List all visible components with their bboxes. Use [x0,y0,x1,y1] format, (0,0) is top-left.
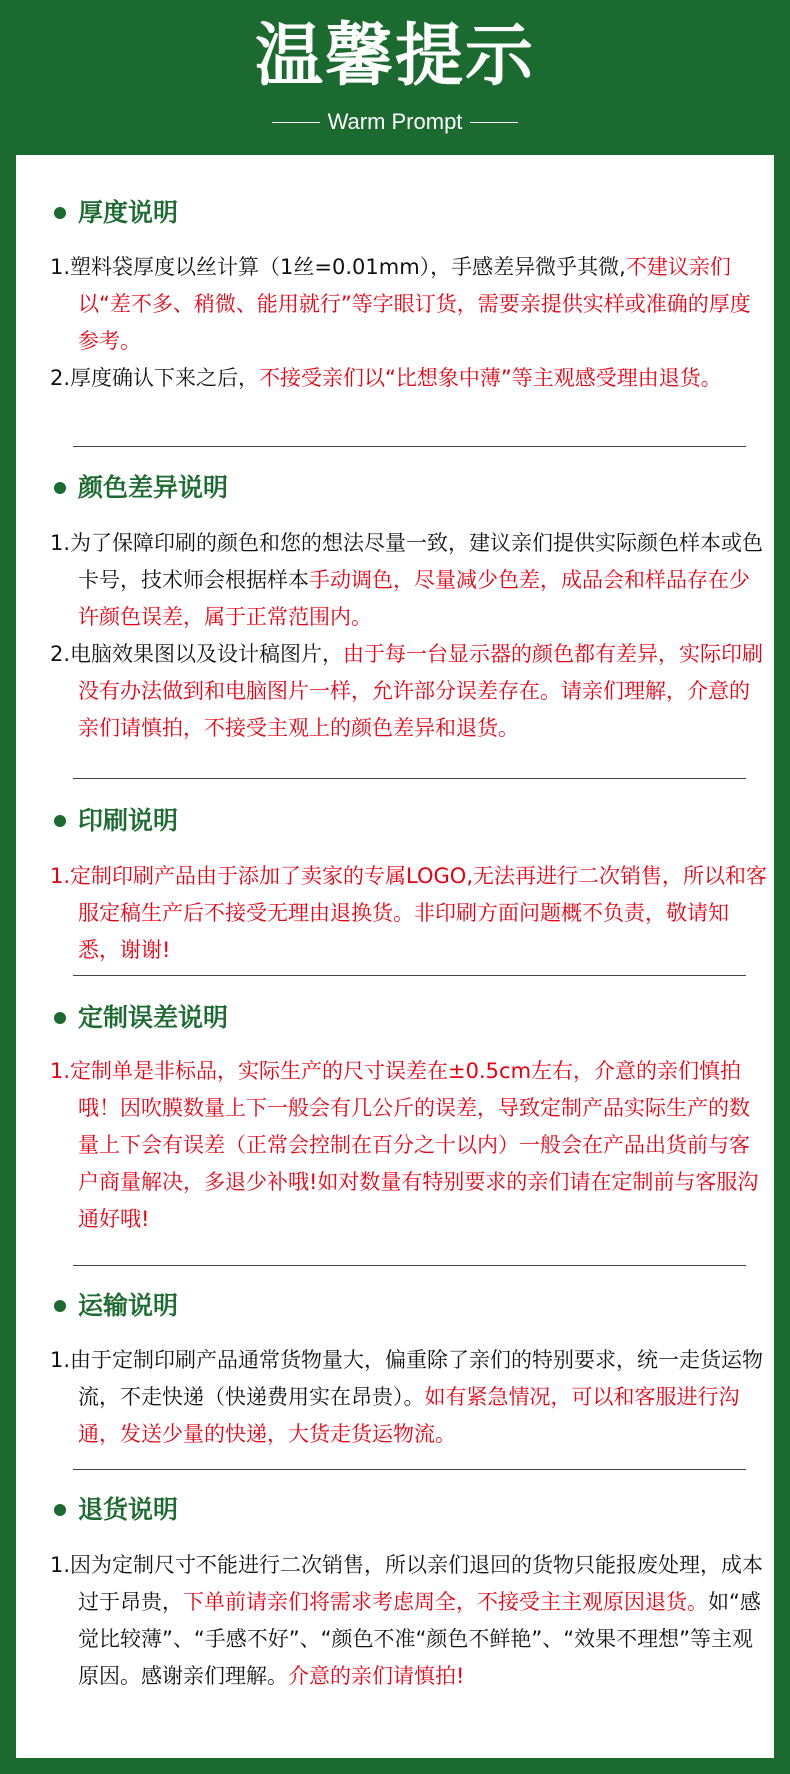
item-text: 1.因为定制尺寸不能进行二次销售，所以亲们退回的货物只能报废处理，成本过于昂贵， [50,1553,764,1614]
item-text-highlight: 如有紧急情况，可以和客服进行沟通，发送少量的快递，大货走货运物流。 [78,1385,740,1446]
section-divider [73,975,746,976]
bullet-dot-icon [54,1504,66,1516]
subtitle-rule-right [470,122,518,123]
item-text: 1.塑料袋厚度以丝计算（1丝=0.01mm），手感差异微乎其微, [50,255,626,279]
item-text: 1.为了保障印刷的颜色和您的想法尽量一致，建议亲们提供实际颜色样本或色卡号，技术师会根据样本 [50,531,764,592]
section-divider [73,1265,746,1266]
item-text-highlight: 不建议亲们以“差不多、稍微、能用就行”等字眼订货，需要亲提供实样或准确的厚度参考。 [78,255,751,353]
list-item [50,525,770,636]
section-title: 颜色差异说明 [78,473,229,502]
section-heading-shipping [54,1286,178,1326]
section-title: 退货说明 [78,1495,179,1524]
section-heading-tolerance [54,998,228,1038]
list-item [50,1547,770,1695]
section-divider [73,778,746,779]
bullet-dot-icon [54,482,66,494]
section-title: 定制误差说明 [78,1003,229,1032]
item-text: 2.电脑效果图以及设计稿图片， [50,642,344,666]
section-title: 运输说明 [78,1291,179,1320]
subtitle-row [0,108,790,136]
list-item [50,360,770,397]
item-text-highlight: 由于每一台显示器的颜色都有差异，实际印刷没有办法做到和电脑图片一样，允许部分误差存在。请亲们理解，介意的亲们请慎拍，不接受主观上的颜色差异和退货。 [78,642,764,740]
item-text: 1.由于定制印刷产品通常货物量大，偏重除了亲们的特别要求，统一走货运物流，不走快递（快递费用实在昂贵）。 [50,1348,764,1409]
section-heading-color [54,468,228,508]
bullet-dot-icon [54,815,66,827]
item-text-highlight: 下单前请亲们将需求考虑周全，不接受主主观原因退货。 [183,1590,708,1614]
section-heading-returns [54,1490,178,1530]
item-text-highlight: 1.定制单是非标品，实际生产的尺寸误差在±0.5cm左右，介意的亲们慎拍哦！因吹膜数量上下一般会有几公斤的误差，导致定制产品实际生产的数量上下会有误差（正常会控制在百分之十以内）一般会在产品出货前与客户商量解决，多退少补哦!如对数量有特别要求的亲们请在定制前与客服沟通好哦! [50,1059,759,1231]
bullet-dot-icon [54,1300,66,1312]
section-heading-printing [54,801,178,841]
bullet-dot-icon [54,207,66,219]
subtitle-rule-left [272,122,320,123]
list-item [50,1342,770,1453]
header [0,0,790,155]
bullet-dot-icon [54,1012,66,1024]
item-text: 如“感觉比较薄”、“手感不好”、“颜色不准“颜色不鲜艳”、“效果不理想”等主观原因。感谢亲们理解。 [78,1590,761,1688]
section-title: 厚度说明 [78,198,179,227]
page-title: 温馨提示 [254,17,535,96]
item-text-highlight: 不接受亲们以“比想象中薄”等主观感受理由退货。 [259,366,722,390]
section-divider [73,1469,746,1470]
section-divider [73,446,746,447]
list-item [50,249,770,360]
list-item [50,636,770,747]
section-heading-thickness [54,193,178,233]
list-item [50,1053,770,1238]
content-panel [16,155,774,1758]
item-text-highlight: 1.定制印刷产品由于添加了卖家的专属LOGO,无法再进行二次销售，所以和客服定稿生产后不接受无理由退换货。非印刷方面问题概不负责，敬请知悉，谢谢! [50,864,767,962]
list-item [50,858,770,969]
item-text-highlight: 手动调色，尽量减少色差，成品会和样品存在少许颜色误差，属于正常范围内。 [78,568,750,629]
item-text: 2.厚度确认下来之后， [50,366,260,390]
page-subtitle: Warm Prompt [327,109,463,134]
section-title: 印刷说明 [78,806,179,835]
item-text-highlight: 介意的亲们请慎拍! [288,1664,465,1688]
